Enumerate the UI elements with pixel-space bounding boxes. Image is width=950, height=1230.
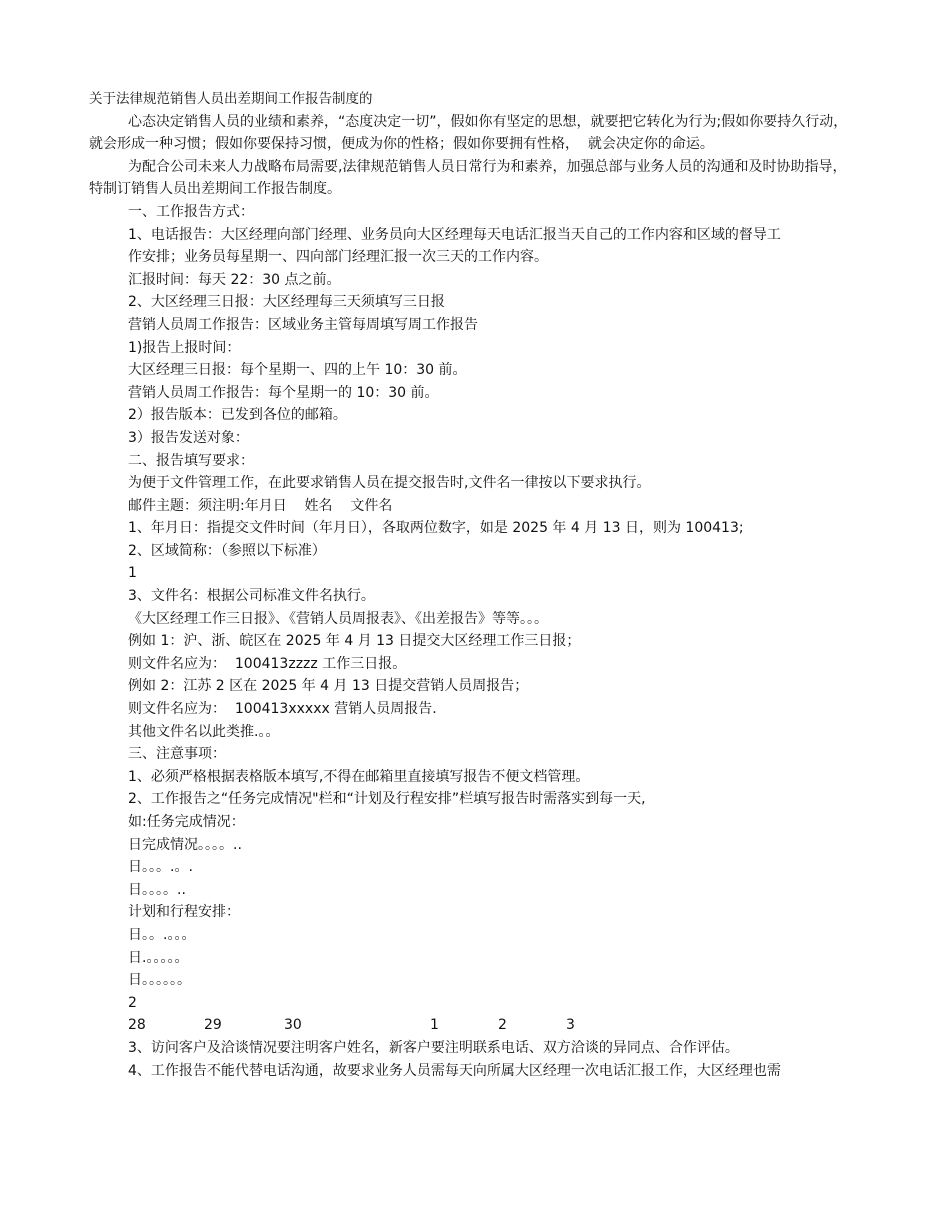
- example-1-file-name: 则文件名应为： 100413zzzz 工作三日报。: [128, 655, 407, 672]
- calendar-date: 29: [204, 1017, 222, 1034]
- document-body: [89, 88, 859, 1082]
- document-title: 关于法律规范销售人员出差期间工作报告制度的: [89, 91, 373, 107]
- report-method-phone: 1、电话报告：大区经理向部门经理、业务员向大区经理每天电话汇报当天自己的工作内容和区域的督导工: [128, 226, 781, 243]
- report-submit-time-heading: 1)报告上报时间：: [128, 339, 241, 356]
- calendar-date: 1: [430, 1017, 439, 1034]
- section-heading-fill-requirements: 二、报告填写要求：: [128, 452, 254, 469]
- region-abbreviation-rule: 2、区域简称：（参照以下标准）: [128, 542, 326, 559]
- schedule-line: 日.。。。。。: [128, 949, 189, 966]
- schedule-example-heading: 计划和行程安排：: [128, 904, 240, 921]
- purpose-paragraph: 为配合公司未来人力战略布局需要,法律规范销售人员日常行为和素养，加强总部与业务人员的沟通和及时协助指导，特制订销售人员出差期间工作报告制度。: [89, 158, 847, 198]
- example-1: 例如 1：沪、浙、皖区在 2025 年 4 月 13 日提交大区经理工作三日报；: [128, 633, 581, 650]
- email-subject-format: 邮件主题：须注明:年月日 姓名 文件名: [128, 497, 393, 514]
- note-4: 4、工作报告不能代替电话沟通，故要求业务人员需每天向所属大区经理一次电话汇报工作，大区经理也需: [128, 1062, 781, 1079]
- calendar-date: 2: [498, 1017, 507, 1034]
- report-time: 汇报时间：每天 22：30 点之前。: [128, 271, 341, 288]
- example-2-file-name: 则文件名应为： 100413xxxxx 营销人员周报告.: [128, 701, 437, 718]
- task-completion-line: 日。。。。..: [128, 881, 186, 898]
- page-marker-1: 1: [128, 565, 137, 582]
- report-method-phone-schedule: 作安排；业务员每星期一、四向部门经理汇报一次三天的工作内容。: [128, 249, 548, 266]
- file-name-rule: 3、文件名：根据公司标准文件名执行。: [128, 588, 375, 605]
- report-method-weekly: 营销人员周工作报告：区域业务主管每周填写周工作报告: [128, 316, 478, 333]
- note-2: 2、工作报告之“任务完成情况"栏和“计划及行程安排”栏填写报告时需落实到每一天,: [128, 791, 646, 808]
- intro-paragraph: 心态决定销售人员的业绩和素养，“态度决定一切”，假如你有坚定的思想，就要把它转化为行为;假如你要持久行动，就会形成一种习惯；假如你要保持习惯，便成为你的性格；假如你要拥有性格， 就会决定你的命运。: [89, 113, 848, 153]
- section-heading-notes: 三、注意事项：: [128, 746, 226, 763]
- schedule-line: 日。。。。。。: [128, 972, 191, 989]
- calendar-date: 30: [284, 1017, 302, 1034]
- task-completion-example-heading: 如:任务完成情况：: [128, 814, 245, 830]
- report-submit-time-weekly: 营销人员周工作报告：每个星期一的 10：30 前。: [128, 384, 439, 401]
- calendar-dates-row: [89, 1014, 859, 1037]
- report-version: 2）报告版本：已发到各位的邮箱。: [128, 407, 347, 424]
- note-3: 3、访问客户及洽谈情况要注明客户姓名，新客户要注明联系电话、双方洽谈的异同点、合作评估。: [128, 1039, 739, 1056]
- task-completion-line: 日。。。.。.: [128, 859, 193, 876]
- page-marker-2: 2: [128, 994, 137, 1011]
- report-recipients: 3）报告发送对象：: [128, 429, 249, 446]
- section-heading-report-methods: 一、工作报告方式：: [128, 203, 254, 220]
- schedule-line: 日。。.。。。: [128, 926, 196, 943]
- file-management-note: 为便于文件管理工作，在此要求销售人员在提交报告时,文件名一律按以下要求执行。: [128, 475, 651, 492]
- example-2: 例如 2：江苏 2 区在 2025 年 4 月 13 日提交营销人员周报告；: [128, 678, 529, 695]
- other-file-names: 其他文件名以此类推.。。: [128, 723, 280, 740]
- date-format-rule: 1、年月日：指提交文件时间（年月日），各取两位数字，如是 2025 年 4 月 13 日，则为 100413;: [128, 520, 744, 537]
- calendar-date: 28: [128, 1017, 146, 1034]
- report-submit-time-three-day: 大区经理三日报：每个星期一、四的上午 10：30 前。: [128, 362, 467, 379]
- file-name-list: 《大区经理工作三日报》、《营销人员周报表》、《出差报告》等等。。。: [128, 610, 548, 627]
- calendar-date: 3: [566, 1017, 575, 1034]
- report-method-three-day: 2、大区经理三日报：大区经理每三天须填写三日报: [128, 294, 445, 311]
- note-1: 1、必须严格根据表格版本填写,不得在邮箱里直接填写报告不便文档管理。: [128, 768, 590, 785]
- task-completion-line: 日完成情况。。。。..: [128, 836, 242, 853]
